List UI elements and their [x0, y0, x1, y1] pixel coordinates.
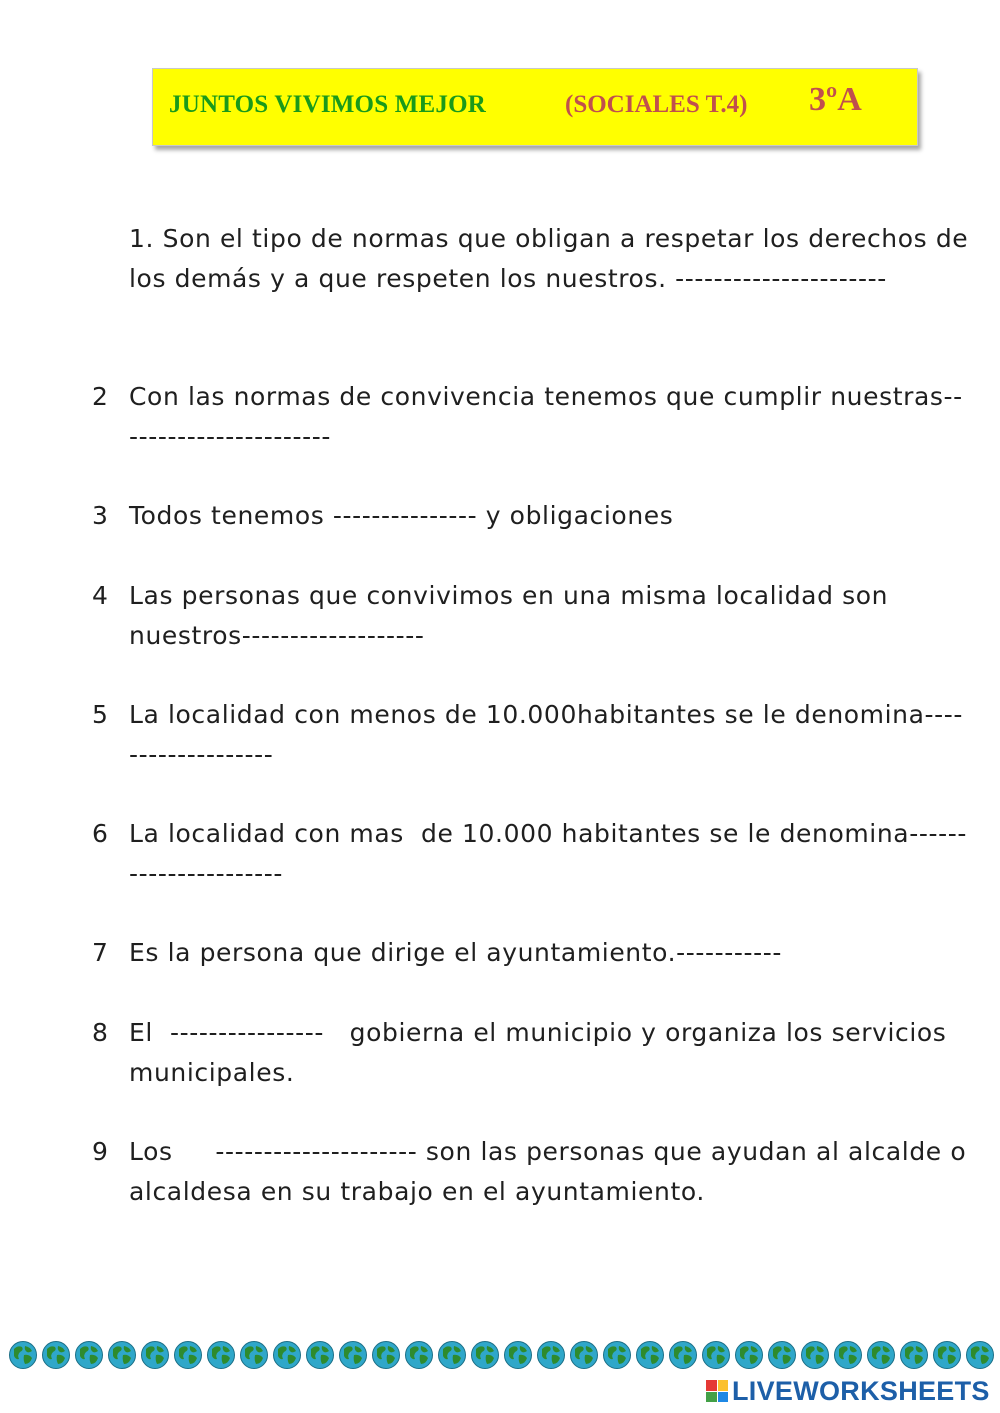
globe-icon — [239, 1340, 269, 1370]
brand-name: LIVEWORKSHEETS — [732, 1375, 990, 1406]
class-label: 3ºA — [809, 81, 862, 118]
globe-icon — [800, 1340, 830, 1370]
globe-icon — [635, 1340, 665, 1370]
question-number: 4 — [92, 581, 109, 610]
question-number: 2 — [92, 382, 109, 411]
worksheet-title: JUNTOS VIVIMOS MEJOR — [169, 91, 487, 118]
liveworksheets-mark-icon — [706, 1380, 728, 1402]
globe-icon — [41, 1340, 71, 1370]
question-number: 9 — [92, 1137, 109, 1166]
question-number: 7 — [92, 938, 109, 967]
globe-icon — [140, 1340, 170, 1370]
globe-icon — [305, 1340, 335, 1370]
globe-icon — [272, 1340, 302, 1370]
globe-icon — [107, 1340, 137, 1370]
globe-border — [8, 1340, 998, 1376]
question-text: Todos tenemos --------------- y obligaciones — [129, 501, 674, 530]
globe-icon — [8, 1340, 38, 1370]
globe-icon — [602, 1340, 632, 1370]
question-text: Las personas que convivimos en una misma localidad son nuestros------------------- — [129, 581, 897, 650]
globe-icon — [668, 1340, 698, 1370]
question-text: 1. Son el tipo de normas que obligan a respetar los derechos de los demás y a que respeten los nuestros. ---------------------- — [129, 224, 977, 293]
question-9 — [92, 1132, 975, 1212]
worksheet-subject: (SOCIALES T.4) — [565, 91, 748, 118]
question-8 — [92, 1013, 972, 1093]
question-5 — [92, 695, 972, 775]
globe-icon — [965, 1340, 995, 1370]
question-number: 6 — [92, 819, 109, 848]
globe-icon — [536, 1340, 566, 1370]
title-banner — [152, 68, 918, 146]
globe-icon — [833, 1340, 863, 1370]
question-2 — [92, 377, 972, 457]
question-text: El ---------------- gobierna el municipio y organiza los servicios municipales. — [129, 1018, 955, 1087]
globe-icon — [371, 1340, 401, 1370]
question-number: 3 — [92, 501, 109, 530]
liveworksheets-logo — [706, 1376, 990, 1406]
globe-icon — [866, 1340, 896, 1370]
globe-icon — [569, 1340, 599, 1370]
question-number: 8 — [92, 1018, 109, 1047]
question-text: Es la persona que dirige el ayuntamiento.----------- — [129, 938, 782, 967]
question-text: La localidad con mas de 10.000 habitantes se le denomina---------------------- — [129, 819, 967, 888]
globe-icon — [173, 1340, 203, 1370]
question-6 — [92, 814, 972, 894]
globe-icon — [206, 1340, 236, 1370]
globe-icon — [503, 1340, 533, 1370]
question-text: La localidad con menos de 10.000habitantes se le denomina------------------- — [129, 700, 964, 769]
question-text: Con las normas de convivencia tenemos que cumplir nuestras----------------------- — [129, 382, 963, 451]
globe-icon — [899, 1340, 929, 1370]
globe-icon — [470, 1340, 500, 1370]
question-3 — [92, 496, 972, 536]
globe-icon — [404, 1340, 434, 1370]
globe-icon — [437, 1340, 467, 1370]
globe-icon — [338, 1340, 368, 1370]
globe-icon — [734, 1340, 764, 1370]
globe-icon — [74, 1340, 104, 1370]
question-1 — [92, 219, 977, 299]
globe-icon — [932, 1340, 962, 1370]
question-4 — [92, 576, 972, 656]
globe-icon — [701, 1340, 731, 1370]
question-number: 5 — [92, 700, 109, 729]
globe-icon — [767, 1340, 797, 1370]
question-text: Los --------------------- son las personas que ayudan al alcalde o alcaldesa en su trabajo en el ayuntamiento. — [129, 1137, 975, 1206]
question-7 — [92, 933, 972, 973]
